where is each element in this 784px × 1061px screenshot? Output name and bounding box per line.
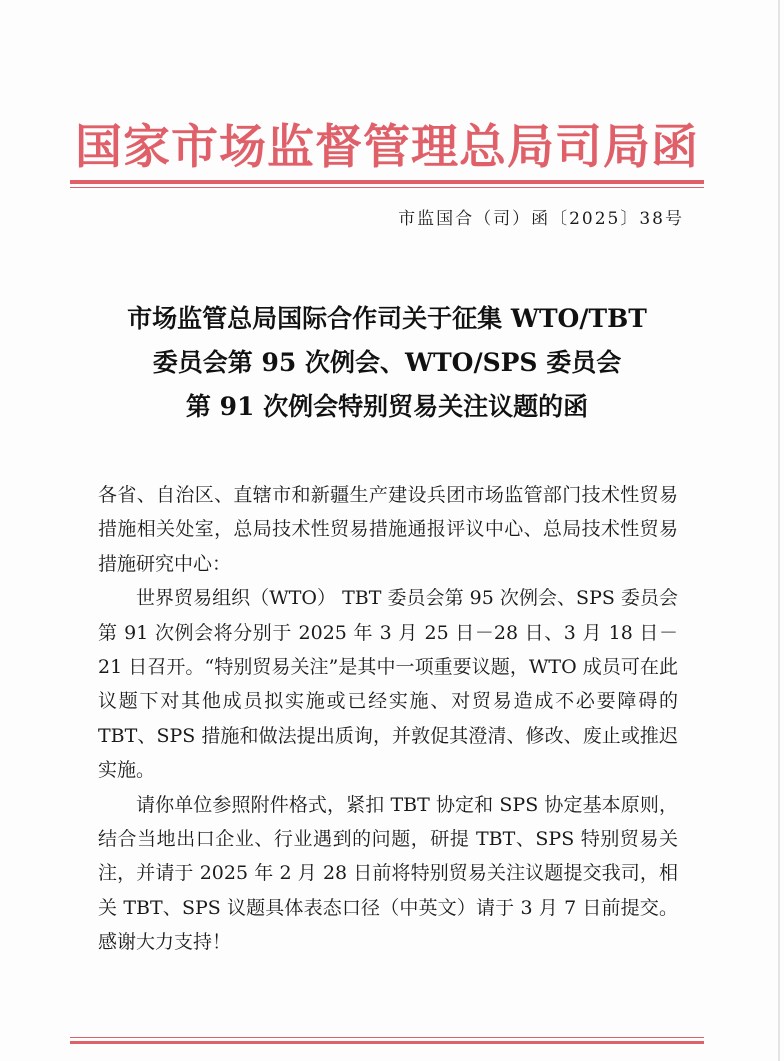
document-body [98, 478, 678, 960]
title-line-2: 委员会第 95 次例会、WTO/SPS 委员会 [152, 348, 622, 377]
body-paragraph-1: 世界贸易组织（WTO） TBT 委员会第 95 次例会、SPS 委员会第 91 次例会将分别于 2025 年 3 月 25 日－28 日、3 月 18 日－21 日召开。“特别贸易关注”是其中一项重要议题，WTO 成员可在此议题下对其他成员拟实施或已经实施、对贸易造成不必要障碍的 TBT、SPS 措施和做法提出质询，并敦促其澄清、修改、废止或推迟实施。 [98, 587, 678, 782]
title-line-3: 第 91 次例会特别贸易关注议题的函 [185, 392, 589, 421]
salutation: 各省、自治区、直辖市和新疆生产建设兵团市场监管部门技术性贸易措施相关处室，总局技术性贸易措施通报评议中心、总局技术性贸易措施研究中心： [98, 484, 678, 575]
title-line-1: 市场监管总局国际合作司关于征集 WTO/TBT [127, 304, 647, 333]
footer-rule-thin [70, 1037, 704, 1038]
body-paragraph-2: 请你单位参照附件格式，紧扣 TBT 协定和 SPS 协定基本原则，结合当地出口企业、行业遇到的问题，研提 TBT、SPS 特别贸易关注，并请于 2025 年 2 月 28 日前将特别贸易关注议题提交我司，相关 TBT、SPS 议题具体表态口径（中英文）请于 3 月 7 日前提交。感谢大力支持！ [98, 793, 678, 954]
page-edge-shadow [778, 0, 780, 1061]
document-number: 市监国合（司）函〔2025〕38号 [398, 209, 684, 229]
letterhead-title: 国家市场监督管理总局司局函 [75, 120, 699, 175]
footer-rule-thick [70, 1041, 704, 1044]
document-title [70, 297, 704, 429]
letterhead-rule-thick [70, 180, 704, 184]
letterhead-rule-thin [70, 187, 704, 188]
